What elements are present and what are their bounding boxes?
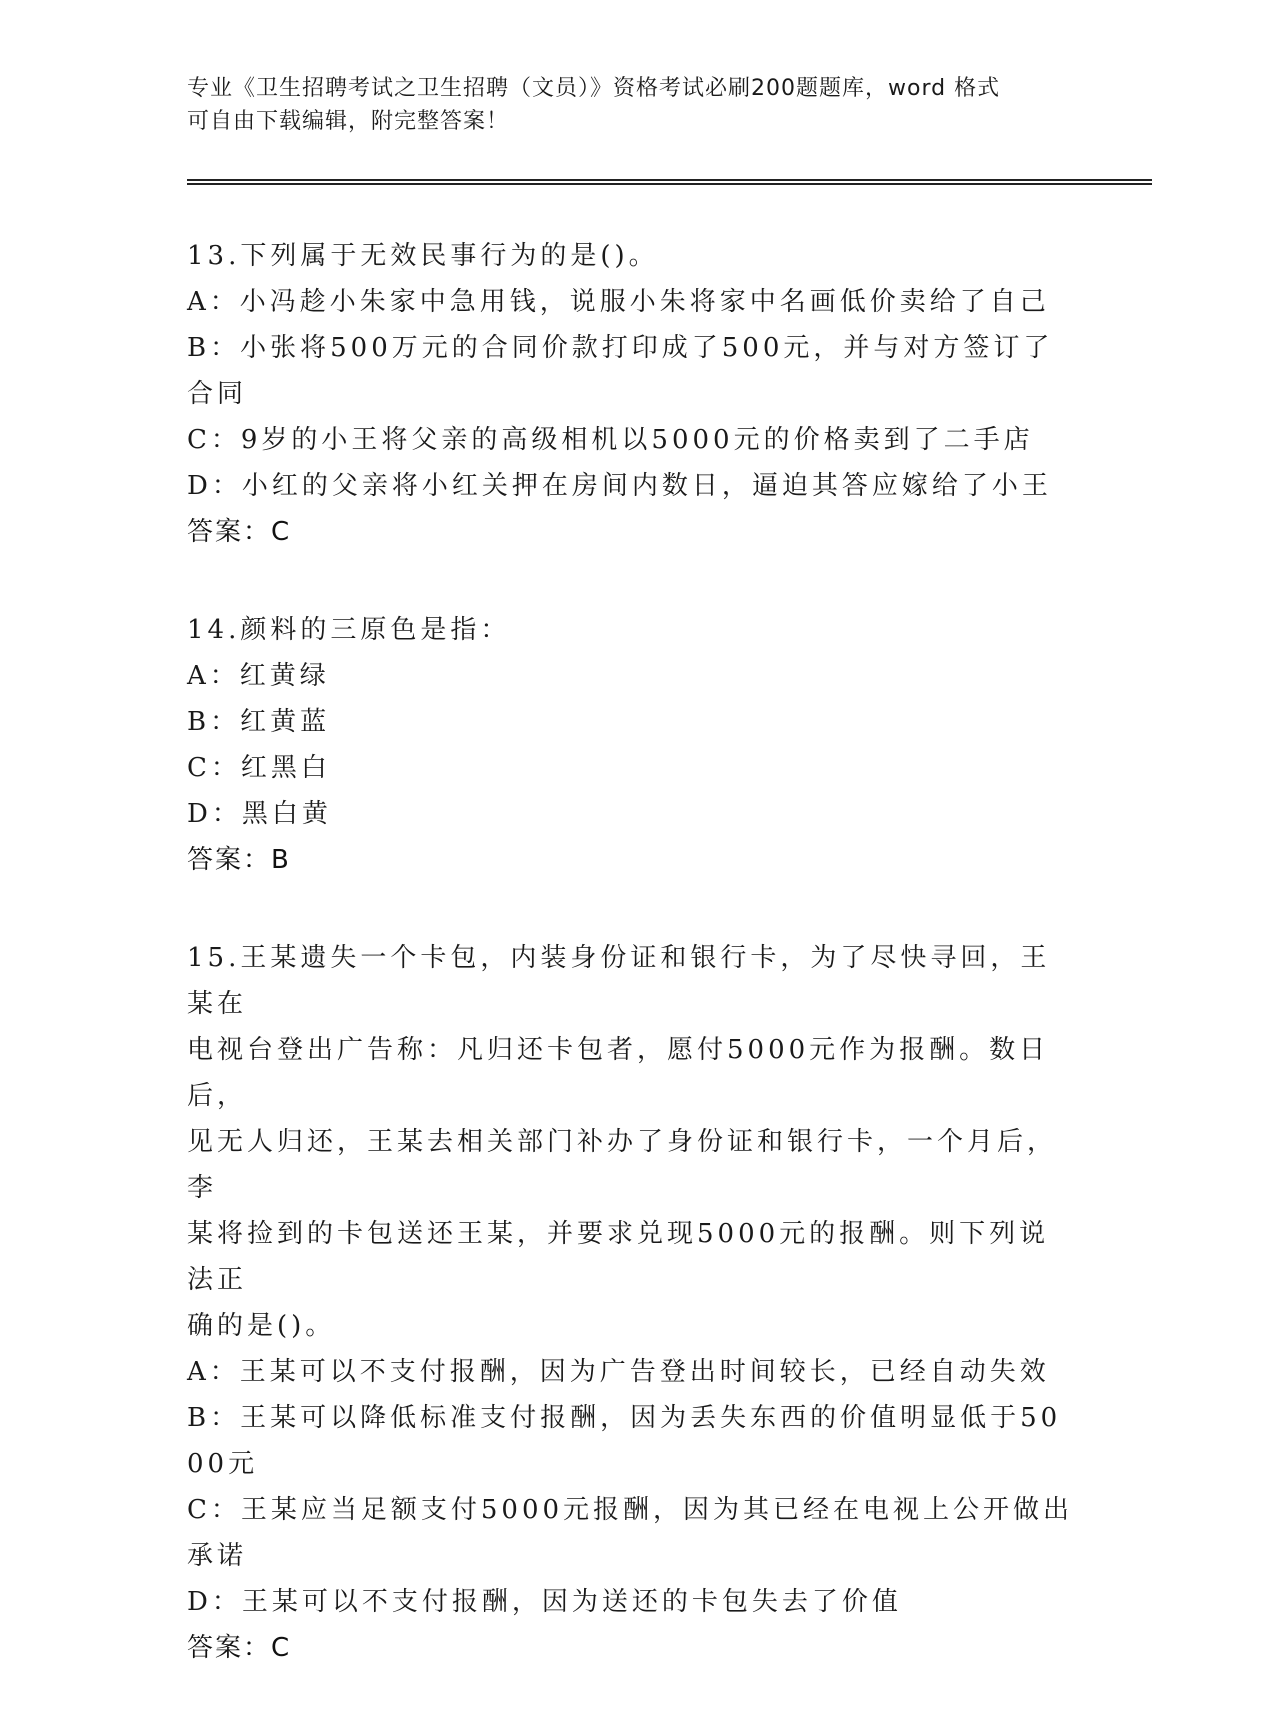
question-stem-line: 某将捡到的卡包送还王某，并要求兑现5000元的报酬。则下列说法正 xyxy=(187,1219,1050,1295)
question-14 xyxy=(187,607,1077,883)
option-a: A：红黄绿 xyxy=(187,661,330,691)
answer-label: 答案：B xyxy=(187,845,291,875)
option-b: B：小张将500万元的合同价款打印成了500元，并与对方签订了合同 xyxy=(187,333,1054,409)
header-divider xyxy=(187,179,1152,181)
question-stem: 13.下列属于无效民事行为的是()。 xyxy=(187,241,659,271)
option-c: C：9岁的小王将父亲的高级相机以5000元的价格卖到了二手店 xyxy=(187,425,1034,455)
question-stem-line: 电视台登出广告称：凡归还卡包者，愿付5000元作为报酬。数日后， xyxy=(187,1035,1050,1111)
option-b: B：王某可以降低标准支付报酬，因为丢失东西的价值明显低于5000元 xyxy=(187,1403,1062,1479)
question-15 xyxy=(187,935,1077,1671)
question-stem-line: 见无人归还，王某去相关部门补办了身份证和银行卡，一个月后，李 xyxy=(187,1127,1058,1203)
document-header xyxy=(187,72,1087,138)
header-title-line-2: 可自由下载编辑，附完整答案！ xyxy=(187,109,510,134)
option-d: D：王某可以不支付报酬，因为送还的卡包失去了价值 xyxy=(187,1587,902,1617)
option-c: C：王某应当足额支付5000元报酬，因为其已经在电视上公开做出承诺 xyxy=(187,1495,1074,1571)
question-stem: 14.颜料的三原色是指： xyxy=(187,615,511,645)
option-a: A：王某可以不支付报酬，因为广告登出时间较长，已经自动失效 xyxy=(187,1357,1050,1387)
answer-label: 答案：C xyxy=(187,1633,292,1663)
option-d: D：小红的父亲将小红关押在房间内数日，逼迫其答应嫁给了小王 xyxy=(187,471,1052,501)
question-stem xyxy=(187,935,1077,1349)
question-13 xyxy=(187,233,1077,555)
answer-label: 答案：C xyxy=(187,517,292,547)
option-b: B：红黄蓝 xyxy=(187,707,331,737)
question-stem-line: 15.王某遗失一个卡包，内装身份证和银行卡，为了尽快寻回，王某在 xyxy=(187,943,1051,1019)
question-list xyxy=(187,233,1077,1723)
header-title-line-1: 专业《卫生招聘考试之卫生招聘（文员）》资格考试必刷200题题库，word 格式 xyxy=(187,76,1001,101)
option-c: C：红黑白 xyxy=(187,753,331,783)
question-stem-line: 确的是()。 xyxy=(187,1311,336,1341)
header-divider-double xyxy=(187,183,1152,185)
option-a: A：小冯趁小朱家中急用钱，说服小朱将家中名画低价卖给了自己 xyxy=(187,287,1050,317)
option-d: D：黑白黄 xyxy=(187,799,332,829)
